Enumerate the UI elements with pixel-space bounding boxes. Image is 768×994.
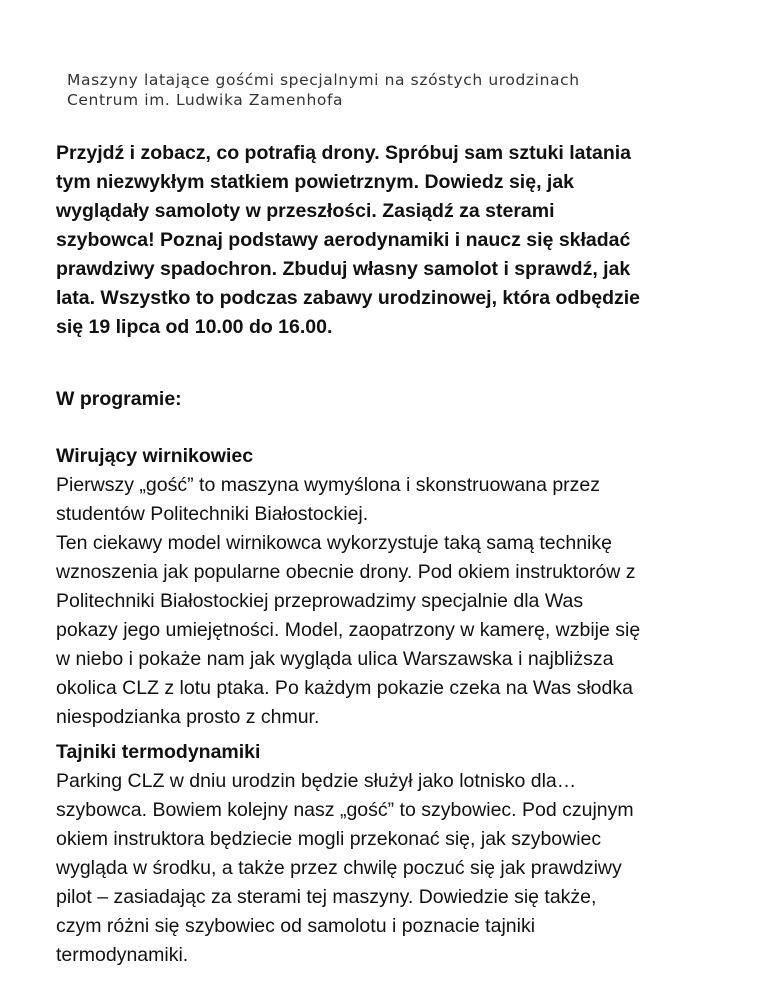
program-heading: W programie: (56, 388, 182, 410)
section-line: okolica CLZ z lotu ptaka. Po każdym pokazie czeka na Was słodka (56, 677, 633, 699)
section-line: termodynamiki. (56, 944, 189, 966)
intro-line: tym niezwykłym statkiem powietrznym. Dowiedz się, jak (56, 171, 575, 193)
section-line: Pierwszy „gość” to maszyna wymyślona i skonstruowana przez (56, 474, 601, 496)
section-wirnikowiec (56, 442, 726, 732)
intro-line: lata. Wszystko to podczas zabawy urodzinowej, która odbędzie (56, 287, 641, 309)
header-title-line: Centrum im. Ludwika Zamenhofa (67, 91, 344, 109)
section-line: wygląda w środku, a także przez chwilę poczuć się jak prawdziwy (56, 857, 622, 879)
section-line: pokazy jego umiejętności. Model, zaopatrzony w kamerę, wzbije się (56, 619, 641, 641)
intro-line: wyglądały samoloty w przeszłości. Zasiądź za sterami (56, 200, 555, 222)
section-line: studentów Politechniki Białostockiej. (56, 503, 369, 525)
section-line: pilot – zasiadając za sterami tej maszyny. Dowiedzie się także, (56, 886, 597, 908)
document-body (56, 139, 726, 970)
intro-line: szybowca! Poznaj podstawy aerodynamiki i naucz się składać (56, 229, 631, 251)
intro-line: się 19 lipca od 10.00 do 16.00. (56, 316, 333, 338)
intro-line: prawdziwy spadochron. Zbuduj własny samolot i sprawdź, jak (56, 258, 631, 280)
section-heading: Tajniki termodynamiki (56, 741, 261, 763)
section-line: wznoszenia jak popularne obecnie drony. Pod okiem instruktorów z (56, 561, 636, 583)
section-line: szybowca. Bowiem kolejny nasz „gość” to szybowiec. Pod czujnym (56, 799, 634, 821)
section-line: czym różni się szybowiec od samolotu i poznacie tajniki (56, 915, 536, 937)
section-heading: Wirujący wirnikowiec (56, 445, 254, 467)
section-line: Politechniki Białostockiej przeprowadzimy specjalnie dla Was (56, 590, 584, 612)
section-termodynamika (56, 738, 726, 970)
section-line: w niebo i pokaże nam jak wygląda ulica Warszawska i najbliższa (56, 648, 614, 670)
document-header-title (67, 70, 727, 110)
section-line: okiem instruktora będziecie mogli przekonać się, jak szybowiec (56, 828, 602, 850)
section-line: niespodzianka prosto z chmur. (56, 706, 320, 728)
header-title-line: Maszyny latające gośćmi specjalnymi na szóstych urodzinach (67, 71, 580, 89)
section-line: Ten ciekawy model wirnikowca wykorzystuje taką samą technikę (56, 532, 612, 554)
section-line: Parking CLZ w dniu urodzin będzie służył jako lotnisko dla… (56, 770, 577, 792)
intro-line: Przyjdź i zobacz, co potrafią drony. Spróbuj sam sztuki latania (56, 142, 632, 164)
intro-paragraph (56, 139, 726, 342)
